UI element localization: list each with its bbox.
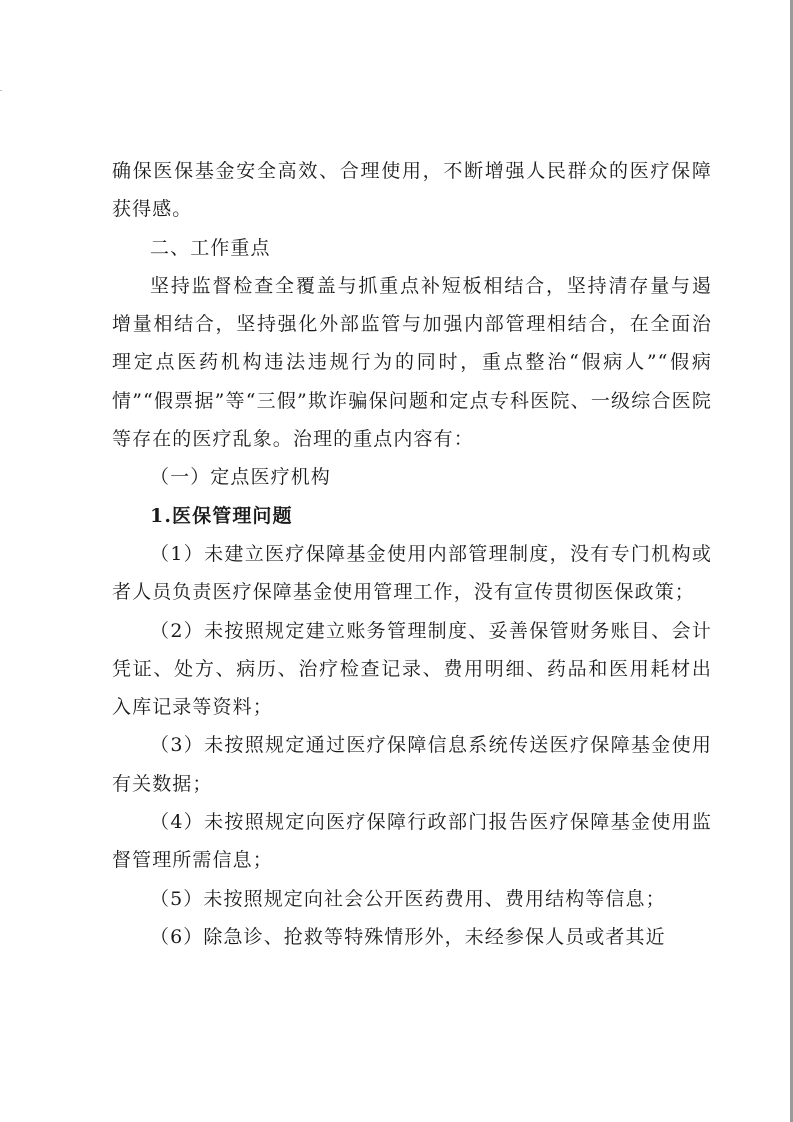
list-item: （2）未按照规定建立账务管理制度、妥善保管财务账目、会计凭证、处方、病历、治疗检查记录、费用明细、药品和医用耗材出入库记录等资料； xyxy=(112,619,712,719)
item-heading: 1.医保管理问题 xyxy=(150,504,293,527)
list-item: （3）未按照规定通过医疗保障信息系统传送医疗保障基金使用有关数据； xyxy=(112,734,712,795)
list-item: （4）未按照规定向医疗保障行政部门报告医疗保障基金使用监督管理所需信息； xyxy=(112,811,712,872)
paragraph: 坚持监督检查全覆盖与抓重点补短板相结合，坚持清存量与遏增量相结合，坚持强化外部监管与加强内部管理相结合，在全面治理定点医药机构违法违规行为的同时，重点整治“假病人”“假病情”“假票据”等“三假”欺诈骗保问题和定点专科医院、一级综合医院等存在的医疗乱象。治理的重点内容有： xyxy=(112,274,712,451)
scan-mark xyxy=(0,90,2,91)
section-heading: 二、工作重点 xyxy=(150,236,271,259)
list-item: （6）除急诊、抢救等特殊情形外，未经参保人员或者其近 xyxy=(150,925,666,948)
list-item: （1）未建立医疗保障基金使用内部管理制度，没有专门机构或者人员负责医疗保障基金使用管理工作，没有宣传贯彻医保政策； xyxy=(112,542,712,604)
document-body xyxy=(112,152,712,956)
subsection-heading: （一）定点医疗机构 xyxy=(150,466,331,489)
paragraph-continuation: 确保医保基金安全高效、合理使用，不断增强人民群众的医疗保障获得感。 xyxy=(112,160,712,221)
list-item: （5）未按照规定向社会公开医药费用、费用结构等信息； xyxy=(150,887,666,910)
